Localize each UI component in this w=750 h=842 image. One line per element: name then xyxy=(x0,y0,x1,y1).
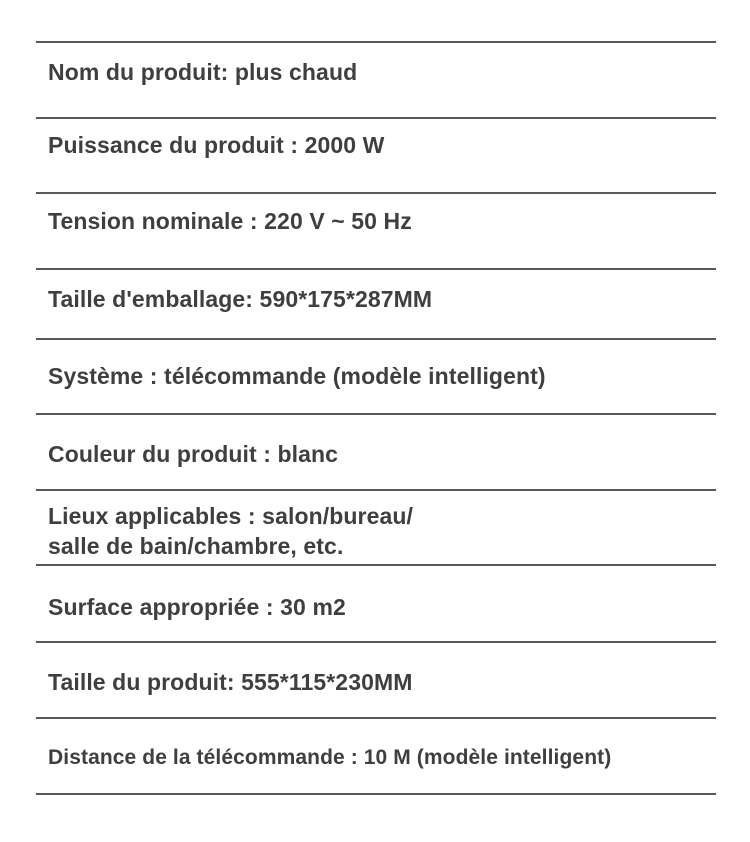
spec-surface: Surface appropriée : 30 m2 xyxy=(48,594,346,620)
spec-system: Système : télécommande (modèle intelligent) xyxy=(48,363,546,389)
divider xyxy=(36,564,716,566)
spec-applicable-places-line-1: Lieux applicables : salon/bureau/ xyxy=(48,503,414,529)
divider xyxy=(36,413,716,415)
spec-voltage: Tension nominale : 220 V ~ 50 Hz xyxy=(48,208,412,234)
spec-applicable-places xyxy=(48,501,708,561)
divider xyxy=(36,338,716,340)
spec-power: Puissance du produit : 2000 W xyxy=(48,132,385,158)
spec-applicable-places-line-2: salle de bain/chambre, etc. xyxy=(48,533,344,559)
divider xyxy=(36,268,716,270)
divider xyxy=(36,489,716,491)
divider xyxy=(36,793,716,795)
spec-package-size: Taille d'emballage: 590*175*287MM xyxy=(48,286,433,312)
divider xyxy=(36,641,716,643)
spec-product-name: Nom du produit: plus chaud xyxy=(48,59,358,85)
spec-color: Couleur du produit : blanc xyxy=(48,441,339,467)
divider xyxy=(36,717,716,719)
divider xyxy=(36,41,716,43)
divider xyxy=(36,192,716,194)
spec-product-size: Taille du produit: 555*115*230MM xyxy=(48,669,413,695)
spec-remote-distance: Distance de la télécommande : 10 M (modèle intelligent) xyxy=(48,746,612,769)
divider xyxy=(36,117,716,119)
product-spec-table xyxy=(36,0,716,842)
